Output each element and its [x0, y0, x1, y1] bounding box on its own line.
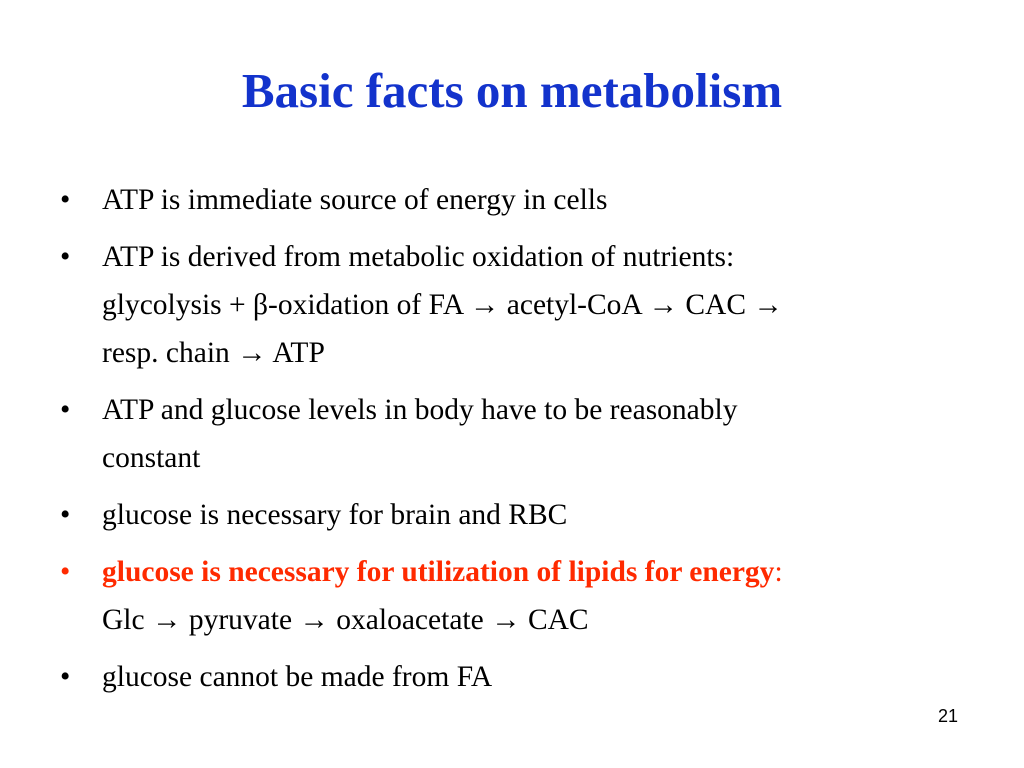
bullet-text: Glc → pyruvate → oxaloacetate → CAC — [102, 604, 589, 636]
highlighted-text: glucose is necessary for utilization of lipids for energy — [102, 556, 775, 588]
bullet-marker: • — [60, 184, 71, 216]
bullet-marker: • — [60, 394, 71, 426]
bullet-text: constant — [102, 442, 201, 474]
slide-title: Basic facts on metabolism — [241, 63, 783, 118]
highlighted-line — [102, 548, 986, 596]
bullet-text: glycolysis + β-oxidation of FA → acetyl-CoA → CAC → — [102, 289, 783, 321]
bullet-item — [56, 176, 986, 224]
bullet-item — [56, 233, 986, 377]
bullet-marker: • — [60, 661, 71, 693]
bullet-item — [56, 653, 986, 701]
bullet-text: ATP and glucose levels in body have to be reasonably — [102, 394, 738, 426]
bullet-item — [56, 491, 986, 539]
bullet-text: resp. chain → ATP — [102, 337, 325, 369]
page-number: 21 — [937, 706, 958, 726]
bullet-marker: • — [60, 241, 71, 273]
bullet-list — [56, 176, 986, 710]
bullet-text: ATP is derived from metabolic oxidation of nutrients: — [102, 241, 735, 273]
bullet-item-highlighted — [56, 548, 986, 644]
bullet-item — [56, 386, 986, 482]
bullet-text: ATP is immediate source of energy in cells — [102, 184, 608, 216]
bullet-marker: • — [60, 556, 71, 588]
highlighted-colon: : — [774, 556, 783, 588]
bullet-text: glucose is necessary for brain and RBC — [102, 499, 568, 531]
bullet-text: glucose cannot be made from FA — [102, 661, 493, 693]
bullet-marker: • — [60, 499, 71, 531]
